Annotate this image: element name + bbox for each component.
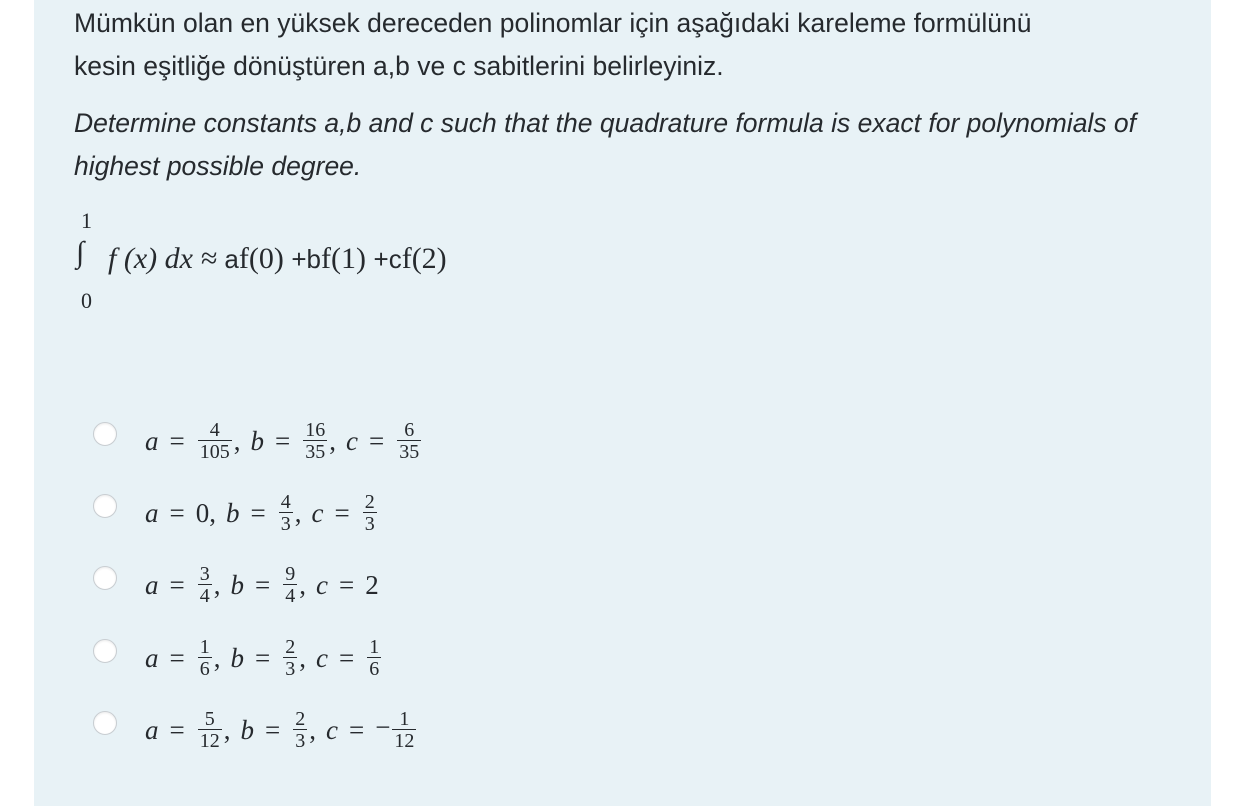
option-expression [145,557,379,613]
coefficient-c-value [365,637,383,679]
equals-sign: = [274,425,291,456]
comma: , [209,497,216,528]
coefficient-b-fraction [283,637,297,679]
comma: , [294,497,302,528]
coefficient-c-value [375,709,418,751]
answer-option-5[interactable] [92,702,612,758]
variable-a: a [145,642,159,673]
answer-option-2[interactable] [92,485,612,541]
equals-sign: = [348,714,365,745]
coefficient-a-denominator: 6 [199,658,210,680]
equals-sign: = [338,569,355,600]
coefficient-c-numerator: 1 [369,636,380,658]
radio-button[interactable] [93,422,117,446]
coefficient-b-value [281,637,299,679]
equals-sign: = [169,569,185,600]
comma: , [213,642,221,673]
variable-c: c [315,569,328,600]
option-expression [145,485,379,541]
variable-a: a [145,714,159,745]
coefficient-b-denominator: 3 [280,513,291,535]
coefficient-a-value [196,709,224,751]
coefficient-b-fraction [303,420,327,462]
coefficient-c-numerator: 2 [364,491,375,513]
variable-b: b [240,714,254,745]
answer-option-4[interactable] [92,630,612,686]
coefficient-a-numerator: 4 [209,419,220,441]
comma: , [309,714,316,745]
quadrature-formula [72,206,592,316]
variable-c: c [311,497,324,528]
coefficient-b-fraction [279,492,293,534]
equals-sign: = [264,714,281,745]
coefficient-b-denominator: 3 [295,730,306,752]
term-b: f(1) [321,242,374,275]
term-c: f(2) [401,242,447,275]
comma: , [233,425,241,456]
formula-expression [108,242,447,276]
variable-b: b [230,569,244,600]
comma: , [329,425,336,456]
coefficient-a-fraction [198,637,212,679]
equals-sign: = [169,642,185,673]
coefficient-c-minus-sign: − [375,712,391,743]
equals-sign: = [254,569,271,600]
coefficient-a-numerator: 3 [199,563,210,585]
equals-sign: = [338,642,355,673]
coefficient-a-value [196,637,214,679]
equals-sign: = [254,642,271,673]
equals-sign: = [250,497,266,528]
variable-a: a [145,497,159,528]
coefficient-c-denominator: 6 [369,658,380,680]
coefficient-b-fraction [293,709,307,751]
coefficient-a-value [196,564,214,606]
option-expression [145,702,418,758]
coef-c: +c [373,244,402,274]
equals-sign: = [334,497,350,528]
coefficient-a-value: 0 [195,497,210,528]
variable-c: c [345,425,358,456]
equals-sign: = [169,714,185,745]
coefficient-b-numerator: 4 [280,491,291,513]
coefficient-c-fraction [392,709,416,751]
coefficient-b-denominator: 4 [285,585,296,607]
comma: , [223,714,231,745]
radio-button[interactable] [93,566,117,590]
integral-upper-limit: 1 [81,208,92,233]
comma: , [299,569,306,600]
coef-a: a [224,244,239,274]
option-expression [145,413,423,469]
coefficient-c-value [395,420,423,462]
coef-b: +b [291,244,322,274]
coefficient-a-fraction [198,420,232,462]
coefficient-b-value [277,492,295,534]
variable-b: b [230,642,244,673]
coefficient-a-denominator: 105 [199,441,230,463]
radio-button[interactable] [93,711,117,735]
variable-c: c [315,642,328,673]
coefficient-b-value [281,564,299,606]
coefficient-c-numerator: 1 [399,708,410,730]
coefficient-a-numerator: 1 [199,636,210,658]
equals-sign: = [368,425,385,456]
coefficient-b-numerator: 2 [295,708,306,730]
comma: , [299,642,306,673]
coefficient-a-denominator: 12 [199,730,220,752]
variable-b: b [225,497,240,528]
equals-sign: = [169,497,185,528]
coefficient-b-denominator: 35 [305,441,326,463]
coefficient-b-numerator: 16 [305,419,326,441]
coefficient-c-denominator: 3 [364,513,375,535]
coefficient-a-denominator: 4 [199,585,210,607]
coefficient-a-fraction [198,709,222,751]
integral-sign: ∫ [76,236,85,269]
coefficient-c-fraction [367,637,381,679]
coefficient-c-numerator: 6 [404,419,415,441]
coefficient-b-denominator: 3 [285,658,296,680]
answer-option-1[interactable] [92,413,612,469]
coefficient-a-numerator: 5 [204,708,215,730]
coefficient-a-fraction [198,564,212,606]
coefficient-b-numerator: 2 [285,636,296,658]
question-text-turkish: Mümkün olan en yüksek dereceden polinomlar için aşağıdaki kareleme formülünü kesin eşitliğe dönüştüren a,b ve c sabitlerini belirleyiniz. [74,8,1032,81]
variable-b: b [250,425,264,456]
radio-button[interactable] [93,494,117,518]
question-text-english: Determine constants a,b and c such that the quadrature formula is exact for polynomials of highest possible degree. [74,108,1137,181]
coefficient-b-value [301,420,329,462]
integral-lower-limit: 0 [81,288,92,313]
coefficient-c-value [361,492,379,534]
coefficient-c-denominator: 35 [399,441,420,463]
comma: , [213,569,221,600]
coefficient-b-fraction [283,564,297,606]
coefficient-b-numerator: 9 [285,563,296,585]
term-a: f(0) [238,242,292,275]
coefficient-c-fraction [363,492,377,534]
coefficient-c-value: 2 [365,569,379,600]
answer-option-3[interactable] [92,557,612,613]
radio-button[interactable] [93,639,117,663]
coefficient-b-value [291,709,309,751]
option-expression [145,630,383,686]
coefficient-c-denominator: 12 [394,730,415,752]
variable-c: c [325,714,338,745]
variable-a: a [145,425,159,456]
coefficient-a-value [196,420,234,462]
variable-a: a [145,569,159,600]
equals-sign: = [169,425,185,456]
integrand: f (x) dx ≈ [108,242,225,275]
coefficient-c-fraction [397,420,421,462]
